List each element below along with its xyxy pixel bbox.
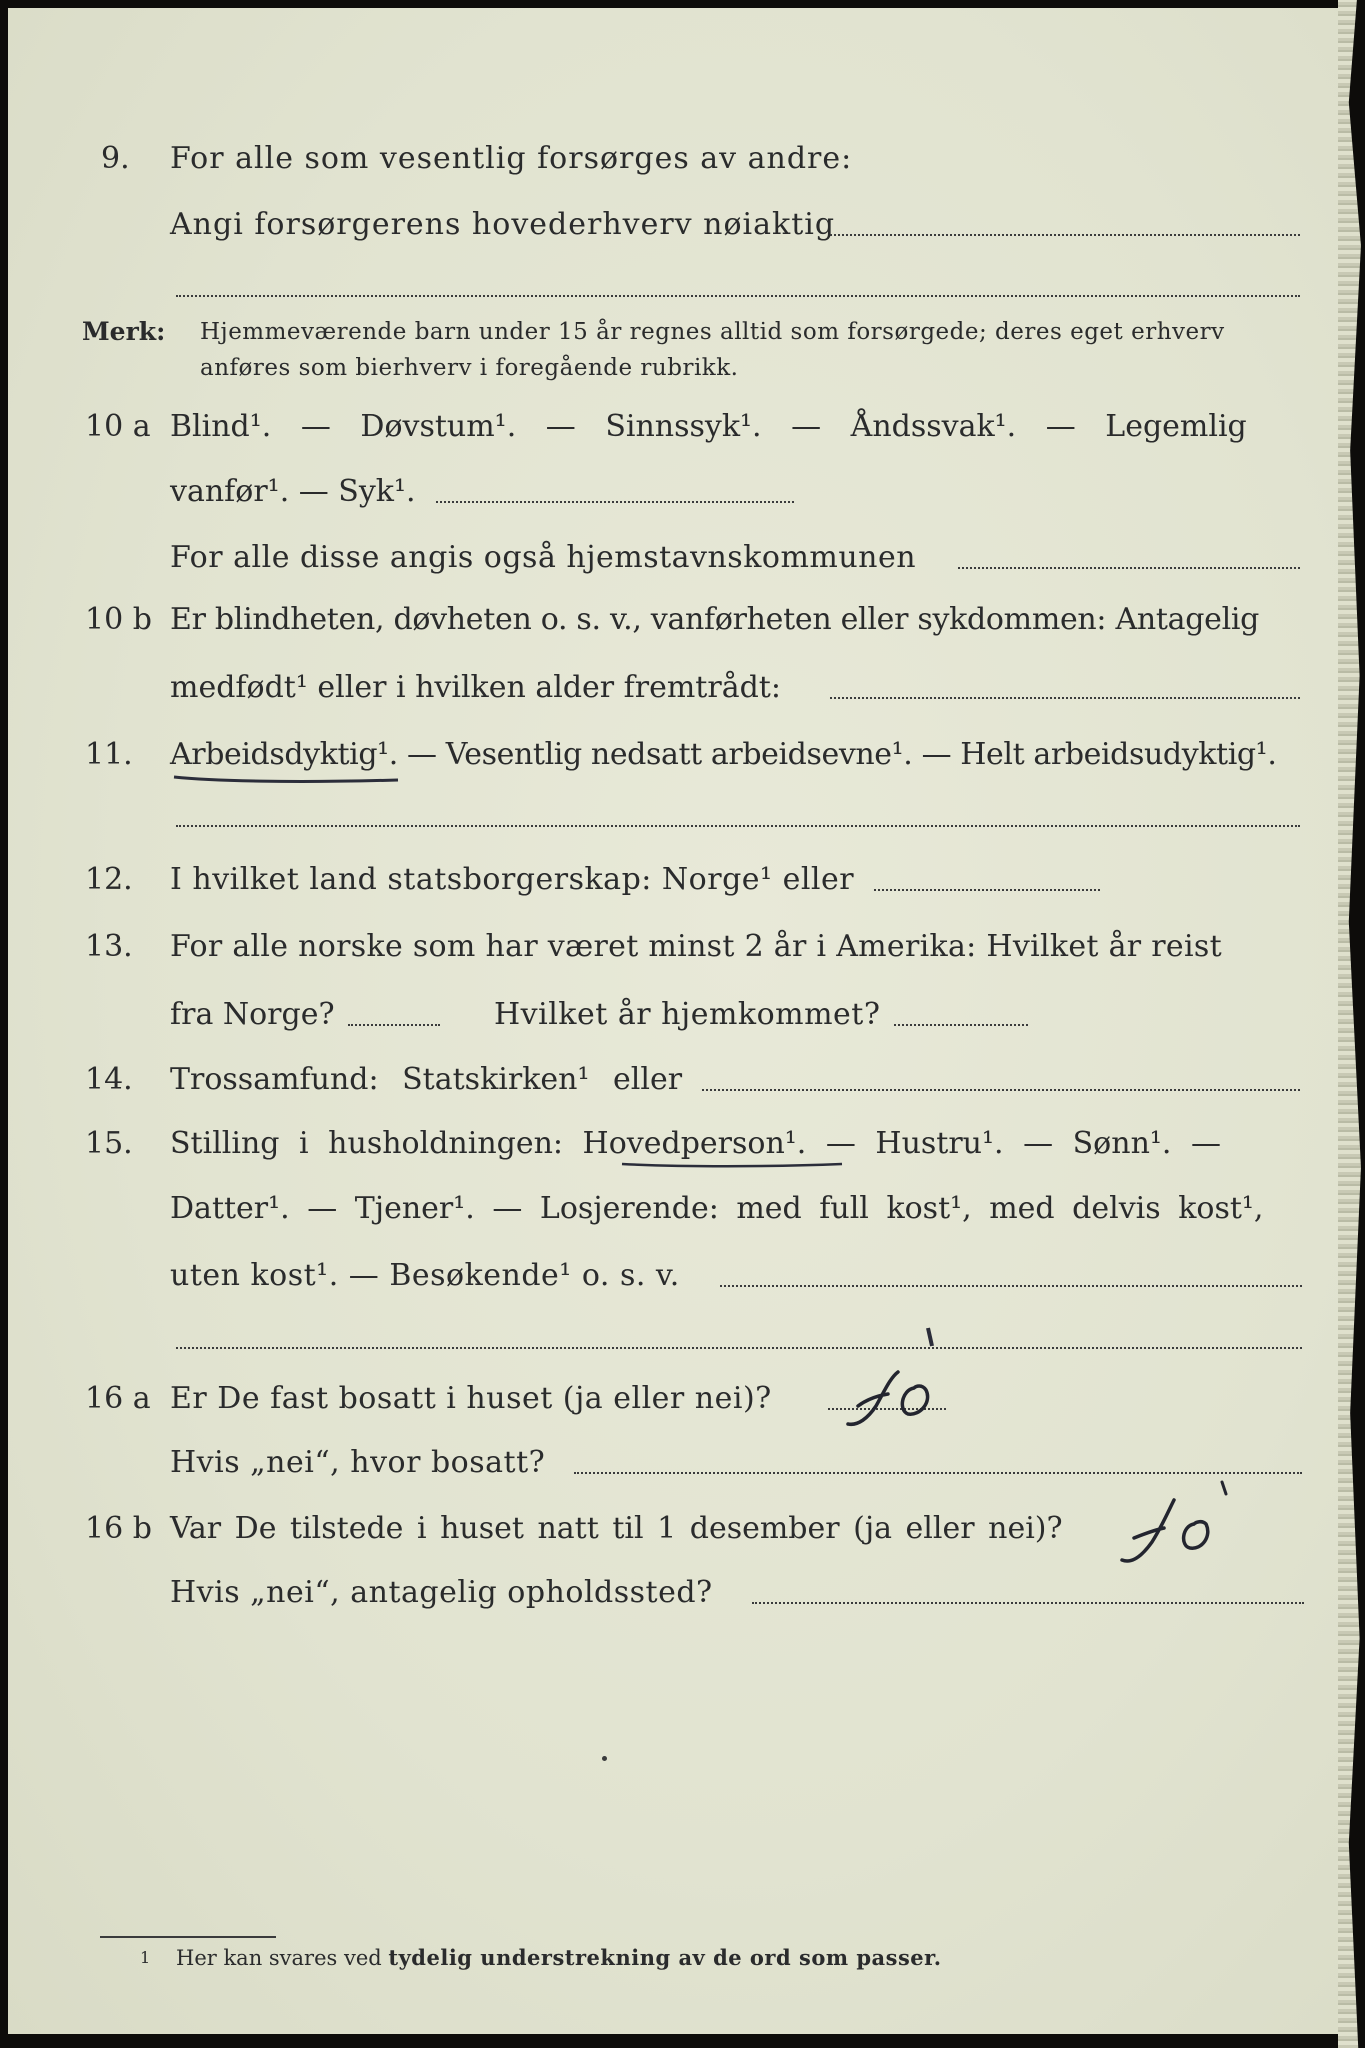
census-form-page [8,8,1338,2034]
merk-label: Merk: [82,317,166,346]
q16b-answer-line [752,1602,1304,1604]
q15-number: 15. [85,1126,133,1161]
q13-line1: For alle norske som har været minst 2 år i Amerika: Hvilket år reist [170,929,1222,964]
q16a-line1: Er De fast bosatt i huset (ja eller nei)? [170,1381,772,1416]
q9-number: 9. [101,141,130,176]
q15-line2: Datter¹. — Tjener¹. — Losjerende: med full kost¹, med delvis kost¹, [170,1191,1264,1226]
q16b-line1: Var De tilstede i huset natt til 1 desember (ja eller nei)? [170,1511,1063,1546]
q10a-answer-line [436,501,794,503]
ink-dot [602,1756,607,1761]
q16a-handwritten-answer [836,1366,954,1436]
q16b-handwritten-answer [1108,1476,1244,1572]
q16b-line2: Hvis „nei“, antagelig opholdssted? [170,1575,713,1610]
merk-line1: Hjemmeværende barn under 15 år regnes alltid som forsørgede; deres eget erhverv [200,319,1225,345]
q10b-line1: Er blindheten, døvheten o. s. v., vanførheten eller sykdommen: Antagelig [170,602,1260,637]
q12-number: 12. [85,862,133,897]
q10b-line2: medfødt¹ eller i hvilken alder fremtrådt: [170,670,781,705]
q14-line1: Trossamfund: Statskirken¹ eller [170,1062,683,1097]
q14-number: 14. [85,1062,133,1097]
q10b-answer-line [830,697,1300,699]
q10a-answer-line-2 [958,567,1300,569]
q15-answer-line-2 [176,1347,1302,1349]
merk-line2: anføres som bierhverv i foregående rubrikk. [200,355,739,381]
q13-answer-line-1 [348,1024,440,1026]
q12-line1: I hvilket land statsborgerskap: Norge¹ eller [170,862,855,897]
q14-answer-line [702,1089,1300,1091]
q12-answer-line [874,889,1100,891]
footnote-rule [100,1936,276,1938]
q13-number: 13. [85,929,133,964]
q11-answer-line [176,825,1300,827]
q15-answer-underline [620,1158,846,1172]
q15-line1: Stilling i husholdningen: Hovedperson¹. — Hustru¹. — Sønn¹. — [170,1126,1221,1161]
footnote-text-bold: tydelig understrekning av de ord som passer. [388,1945,942,1970]
q10a-line2: vanfør¹. — Syk¹. [170,474,416,509]
q10a-line3: For alle disse angis også hjemstavnskommunen [170,540,917,575]
q11-line1: Arbeidsdyktig¹. — Vesentlig nedsatt arbeidsevne¹. — Helt arbeidsudyktig¹. [170,737,1277,772]
footnote-text [176,1946,942,1970]
q9-line1: For alle som vesentlig forsørges av andre: [170,141,853,176]
q11-answer-underline [172,771,402,787]
q16b-number: 16 b [85,1511,152,1546]
q16a-answer-line-2 [574,1472,1302,1474]
q13-answer-line-2 [894,1024,1028,1026]
q9-answer-line-2 [176,295,1300,297]
q16a-number: 16 a [85,1381,151,1416]
q10a-line1: Blind¹. — Døvstum¹. — Sinnssyk¹. — Åndssvak¹. — Legemlig [170,409,1247,444]
q11-number: 11. [85,737,133,772]
q9-line2: Angi forsørgerens hovederhverv nøiaktig [170,207,836,242]
footnote-mark: 1 [140,1948,151,1967]
q16a-line2: Hvis „nei“, hvor bosatt? [170,1445,546,1480]
q15-line3: uten kost¹. — Besøkende¹ o. s. v. [170,1258,680,1293]
q10a-number: 10 a [85,409,151,444]
q10b-number: 10 b [85,602,152,637]
torn-paper-edge [1338,0,1365,2048]
ink-tick-mark [920,1326,944,1352]
q13-line2b: Hvilket år hjemkommet? [494,997,881,1032]
q9-answer-line [830,234,1300,236]
q13-line2a: fra Norge? [170,997,335,1032]
footnote-text-plain: Her kan svares ved [176,1946,382,1970]
q15-answer-line [720,1285,1302,1287]
